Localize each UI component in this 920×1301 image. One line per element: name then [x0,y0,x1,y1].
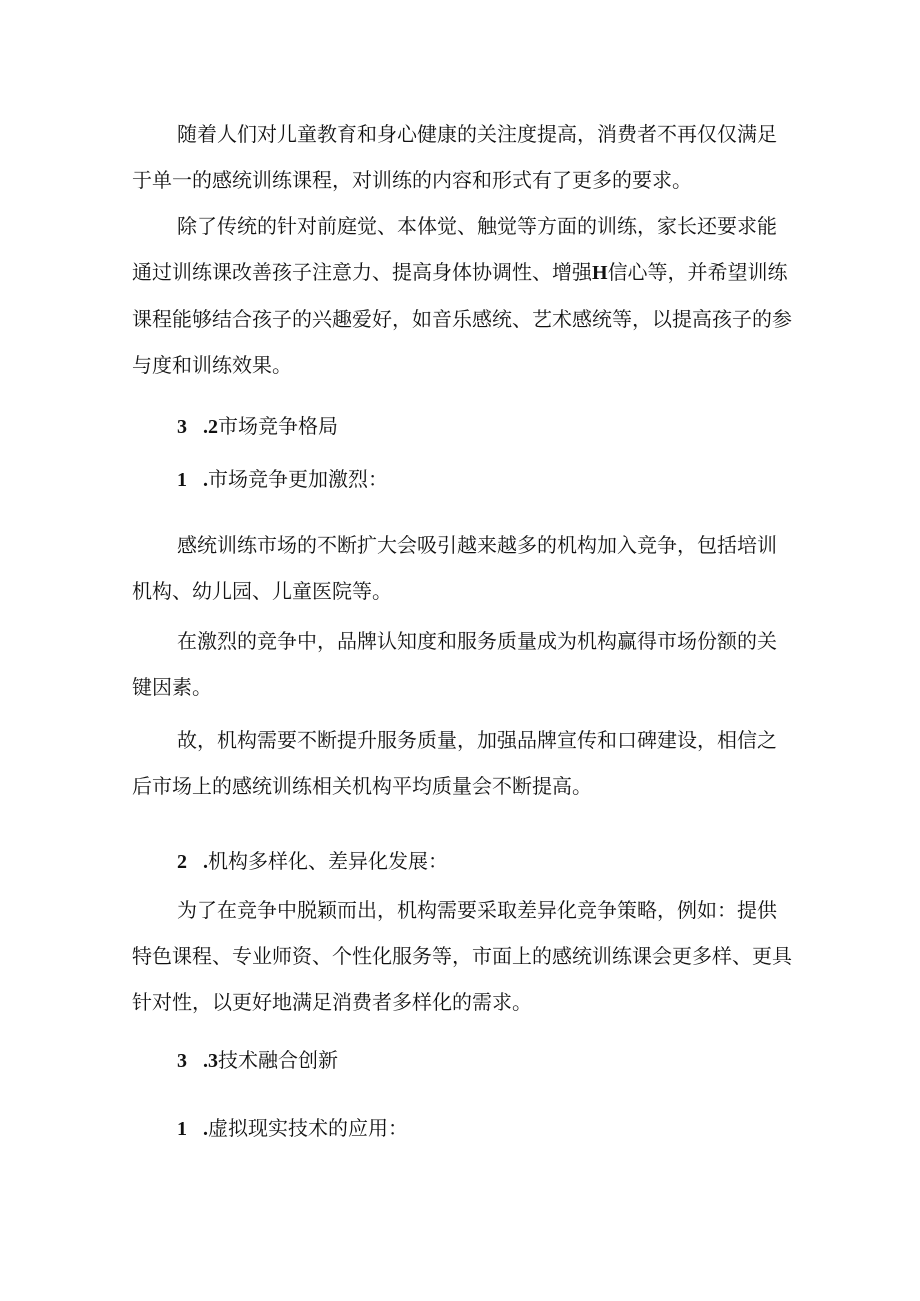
paragraph-differentiation-strategy [132,887,792,1025]
paragraph-consumer-demand [132,111,792,203]
subheading-differentiation [177,838,737,885]
subheading-vr-application [177,1105,737,1152]
bold-letter: H [592,262,608,284]
section-heading-3-2 [177,403,737,450]
paragraph-text: 为了在竞争中脱颖而出，机构需要采取差异化竞争策略，例如：提供特色课程、专业师资、个性化服务等，市面上的感统训练课会更多样、更具针对性，以更好地满足消费者多样化的需求。 [132,898,792,1014]
heading-number: 3 [177,1050,187,1072]
heading-text: 市场竞争更加激烈： [208,467,388,491]
paragraph-text: 在激烈的竞争中，品牌认知度和服务质量成为机构赢得市场份额的关键因素。 [132,629,777,699]
paragraph-training-requirements [132,203,792,388]
paragraph-text: 信心等，并希望训练课程能够结合孩子的兴趣爱好，如音乐感统、艺术感统等，以提高孩子的参与度和训练效果。 [132,260,792,377]
paragraph-text: 除了传统的针对前庭觉、本体觉、触觉等方面的训练，家长还要求能通过训练课改善孩子注意力、提高身体协调性、增强 [132,214,777,284]
heading-text: 机构多样化、差异化发展： [208,849,448,873]
heading-subnumber: . [203,469,208,491]
paragraph-text: 随着人们对儿童教育和身心健康的关注度提高，消费者不再仅仅满足于单一的感统训练课程，对训练的内容和形式有了更多的要求。 [132,122,777,192]
paragraph-text: 故，机构需要不断提升服务质量，加强品牌宣传和口碑建设，相信之后市场上的感统训练相关机构平均质量会不断提高。 [132,728,777,798]
heading-text: 技术融合创新 [218,1048,338,1072]
heading-text: 虚拟现实技术的应用： [208,1116,408,1140]
heading-subnumber: .2 [203,416,218,438]
heading-subnumber: . [203,851,208,873]
heading-subnumber: . [203,1118,208,1140]
heading-number: 1 [177,1118,187,1140]
subheading-competition-intensifies [177,456,737,503]
paragraph-text: 感统训练市场的不断扩大会吸引越来越多的机构加入竞争，包括培训机构、幼儿园、儿童医院等。 [132,533,777,603]
heading-subnumber: .3 [203,1050,218,1072]
heading-text: 市场竞争格局 [218,414,338,438]
heading-number: 2 [177,851,187,873]
paragraph-service-quality [132,717,792,809]
heading-number: 3 [177,416,187,438]
paragraph-market-expansion [132,522,792,614]
section-heading-3-3 [177,1037,737,1084]
heading-number: 1 [177,469,187,491]
paragraph-brand-awareness [132,618,792,710]
